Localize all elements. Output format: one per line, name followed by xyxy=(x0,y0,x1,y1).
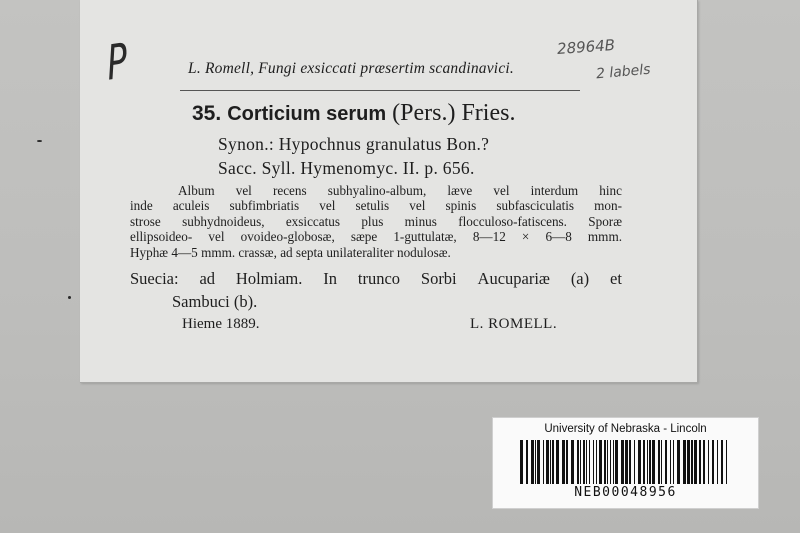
barcode-number: NEB00048956 xyxy=(574,485,677,500)
description-line: inde aculeis subfimbriatis vel setulis vel spinis subfasciculatis mon- xyxy=(130,198,622,214)
barcode-bar xyxy=(615,440,618,484)
barcode-bar xyxy=(580,440,581,484)
barcode-bar xyxy=(638,440,641,484)
species-authority: (Pers.) Fries. xyxy=(392,100,516,126)
description-line: Album vel recens subhyalino-album, læve vel interdum hinc xyxy=(178,183,622,198)
barcode-bar xyxy=(647,440,648,484)
barcode-bar xyxy=(562,440,565,484)
locality-word: trunco xyxy=(357,269,401,288)
locality-line xyxy=(130,269,622,289)
barcode-bar xyxy=(643,440,645,484)
barcode-bar xyxy=(546,440,549,484)
barcode-bar xyxy=(721,440,723,484)
barcode-bar xyxy=(586,440,587,484)
species-name: Corticium serum xyxy=(227,103,387,125)
description-line: ellipsoideo- vel ovoideo-globosæ, sæpe 1-guttulatæ, 8—12 × 6—8 mmm. xyxy=(130,229,622,245)
barcode-bar xyxy=(726,440,727,484)
barcode-bar xyxy=(531,440,534,484)
locality-word: et xyxy=(610,269,622,288)
locality-word: In xyxy=(323,269,337,288)
locality-word: Suecia: xyxy=(130,269,179,288)
barcode-bar xyxy=(526,440,528,484)
divider-rule xyxy=(180,90,580,91)
specimen-number: 35. xyxy=(192,102,222,125)
barcode-bar xyxy=(665,440,667,484)
barcode-bar xyxy=(703,440,705,484)
barcode-bar xyxy=(673,440,674,484)
locality-word: Holmiam. xyxy=(235,269,303,288)
barcode-bar xyxy=(550,440,551,484)
barcode-bar xyxy=(543,440,544,484)
barcode-label xyxy=(492,417,759,509)
barcode-bar xyxy=(652,440,655,484)
speck xyxy=(37,140,42,142)
barcode-bar xyxy=(670,440,671,484)
handwritten-p-annotation: P xyxy=(105,32,130,92)
reference-line: Sacc. Syll. Hymenomyc. II. p. 656. xyxy=(218,158,475,178)
barcode-bar xyxy=(687,440,690,484)
series-title: L. Romell, Fungi exsiccati præsertim scandinavici. xyxy=(188,60,514,77)
barcode-bar xyxy=(691,440,693,484)
locality-word: (a) xyxy=(570,269,590,288)
barcode-bar xyxy=(556,440,559,484)
barcode-bar xyxy=(593,440,594,484)
locality-word: Aucupariæ xyxy=(477,269,550,288)
barcode-bar xyxy=(694,440,697,484)
synonym-line: Synon.: Hypochnus granulatus Bon.? xyxy=(218,134,490,154)
barcode-bar xyxy=(699,440,701,484)
labels-note: 2 labels xyxy=(595,61,652,83)
barcode-bar xyxy=(683,440,686,484)
barcode-bar xyxy=(577,440,579,484)
description-line: Hyphæ 4—5 mmm. crassæ, ad septa unilateraliter nodulosæ. xyxy=(130,244,451,260)
locality-word: Sorbi xyxy=(420,269,457,288)
locality-word: ad xyxy=(199,269,216,288)
barcode-bar xyxy=(621,440,624,484)
barcode-bar xyxy=(552,440,554,484)
barcode-bar xyxy=(535,440,536,484)
barcode-bar xyxy=(589,440,590,484)
barcode-bar xyxy=(566,440,568,484)
description xyxy=(130,183,622,260)
barcode-bar xyxy=(661,440,662,484)
collector-name: L. ROMELL. xyxy=(470,316,558,332)
barcode-bar xyxy=(607,440,608,484)
barcode-bar xyxy=(658,440,660,484)
barcode-bar xyxy=(625,440,628,484)
barcode-bar xyxy=(717,440,718,484)
barcode-bar xyxy=(583,440,585,484)
barcode-bar xyxy=(708,440,709,484)
barcode-bar xyxy=(599,440,602,484)
barcode-bar xyxy=(677,440,680,484)
barcode-bar xyxy=(596,440,597,484)
barcode-bar xyxy=(629,440,631,484)
taxon-title xyxy=(192,100,515,127)
barcode-icon xyxy=(520,440,731,484)
barcode-bar xyxy=(712,440,714,484)
description-line: strose subhydnoideus, exsiccatus plus minus flocculoso-fatiscens. Sporæ xyxy=(130,213,622,229)
locality-continuation: Sambuci (b). xyxy=(172,292,258,311)
accession-number: 28964B xyxy=(556,35,616,59)
barcode-bar xyxy=(610,440,611,484)
barcode-bar xyxy=(537,440,540,484)
barcode-bar xyxy=(634,440,635,484)
institution-name: University of Nebraska - Lincoln xyxy=(544,423,707,435)
speck xyxy=(68,296,71,299)
barcode-bar xyxy=(613,440,614,484)
collection-date: Hieme 1889. xyxy=(182,316,260,332)
barcode-bar xyxy=(520,440,523,484)
barcode-bar xyxy=(571,440,574,484)
barcode-bar xyxy=(649,440,651,484)
barcode-bar xyxy=(604,440,606,484)
